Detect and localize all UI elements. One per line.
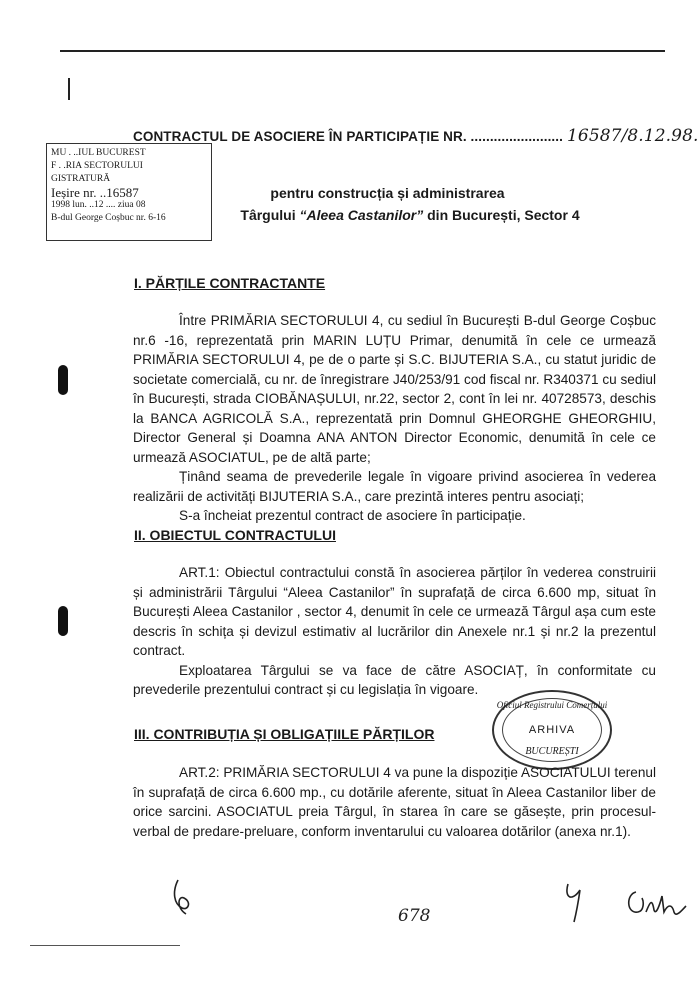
section-heading-parties: I. PĂRȚILE CONTRACTANTE	[134, 275, 326, 291]
signature-left-icon	[168, 878, 198, 918]
contract-title-text: CONTRACTUL DE ASOCIERE ÎN PARTICIPAȚIE NR. ........................	[133, 129, 563, 144]
contract-title	[133, 126, 698, 146]
subtitle-part: Târgului	[240, 207, 300, 223]
art2-text: ART.2: PRIMĂRIA SECTORULUI 4 va pune la dispoziție ASOCIATULUI terenul în suprafață de circa 6.600 mp., cu dotările aferente, situat în Aleea Castanilor liber de orice sarcini. ASOCIATUL preia Târgul, în starea în care se găsește, prin procesul-verbal de predare-preluare, conform inventarului cu valoarea dotărilor (anexa nr.1).	[133, 765, 656, 839]
left-mark	[68, 78, 70, 100]
stamp-line: B-dul George Coșbuc nr. 6-16	[51, 213, 166, 223]
handwritten-page-number: 678	[398, 906, 431, 926]
archive-stamp-middle: ARHIVA	[528, 724, 576, 736]
subtitle-market-name: “Aleea Castanilor”	[299, 207, 424, 223]
top-rule	[60, 50, 665, 52]
binder-hole-mark	[58, 606, 68, 636]
parties-text: Între PRIMĂRIA SECTORULUI 4, cu sediul în București B-dul George Coșbuc nr.6 -16, reprezentată prin MARIN LUȚU Primar, denumită în cele ce urmează PRIMĂRIA SECTORULUI 4, pe de o parte și S.C. BIJUTERIA S.A., cu statut juridic de societate comercială, cu nr. de înregistrare J40/253/91 cod fiscal nr. R340371 cu sediul în București, strada CIOBĂNAȘULUI, nr.22, sector 2, cont în lei nr. 40728573, deschis la BANCA AGRICOLĂ S.A., reprezentată prin Domnul GHEORGHE GHEORGHIU, Director General și Doamna ANA ANTON Director Economic, denumită în cele ce urmează ASOCIATUL, pe de altă parte;	[133, 313, 656, 465]
section-heading-object: II. OBIECTUL CONTRACTULUI	[134, 527, 336, 543]
binder-hole-mark	[58, 365, 68, 395]
bottom-rule	[30, 945, 180, 946]
signature-right-icon	[622, 884, 692, 924]
object-paragraph	[133, 563, 656, 700]
subtitle-line-1: pentru construcția și administrarea	[270, 185, 505, 201]
conclusion-text: S-a încheiat prezentul contract de asociere în participație.	[179, 508, 526, 523]
archive-stamp-bottom: BUCUREȘTI	[525, 746, 579, 757]
stamp-line: 1998 lun. ..12 .... ziua 08	[51, 200, 146, 210]
contract-number-handwritten: 16587/8.12.98.	[566, 126, 699, 146]
archive-stamp	[492, 690, 612, 770]
archive-stamp-top: Oficiul Registrului Comerțului	[496, 700, 608, 710]
stamp-line: GISTRATURĂ	[51, 174, 111, 184]
stamp-line: Ieșire nr. ..16587	[51, 186, 139, 199]
stamp-line: F . .RIA SECTORULUI	[51, 161, 143, 171]
consideration-text: Ținând seama de prevederile legale în vigoare privind asocierea în vederea realizării de activități BIJUTERIA S.A., care prezintă interes pentru asociați;	[133, 469, 656, 504]
parties-paragraph	[133, 311, 656, 526]
subtitle-part: din București, Sector 4	[423, 207, 580, 223]
contribution-paragraph	[133, 763, 656, 841]
section-heading-contribution: III. CONTRIBUȚIA ȘI OBLIGAȚIILE PĂRȚILOR	[134, 726, 435, 742]
exploitation-text: Exploatarea Târgului se va face de către ASOCIAȚ, în conformitate cu prevederile prezentului contract și cu legislația în vigoare.	[133, 662, 656, 697]
subtitle-line-2	[0, 207, 700, 223]
signature-middle-icon	[562, 880, 594, 925]
stamp-line: MU . ..IUL BUCUREST	[51, 148, 146, 158]
art1-text: ART.1: Obiectul contractului constă în asocierea părților în vederea construirii și administrării Târgului “Aleea Castanilor” în suprafață de circa 6.600 mp, situat în București Aleea Castanilor , sector 4, denumit în cele ce urmează Târgul așa cum este descris în schița și devizul estimativ al lucrărilor din Anexele nr.1 și nr.2 la prezentul contract.	[133, 565, 656, 658]
